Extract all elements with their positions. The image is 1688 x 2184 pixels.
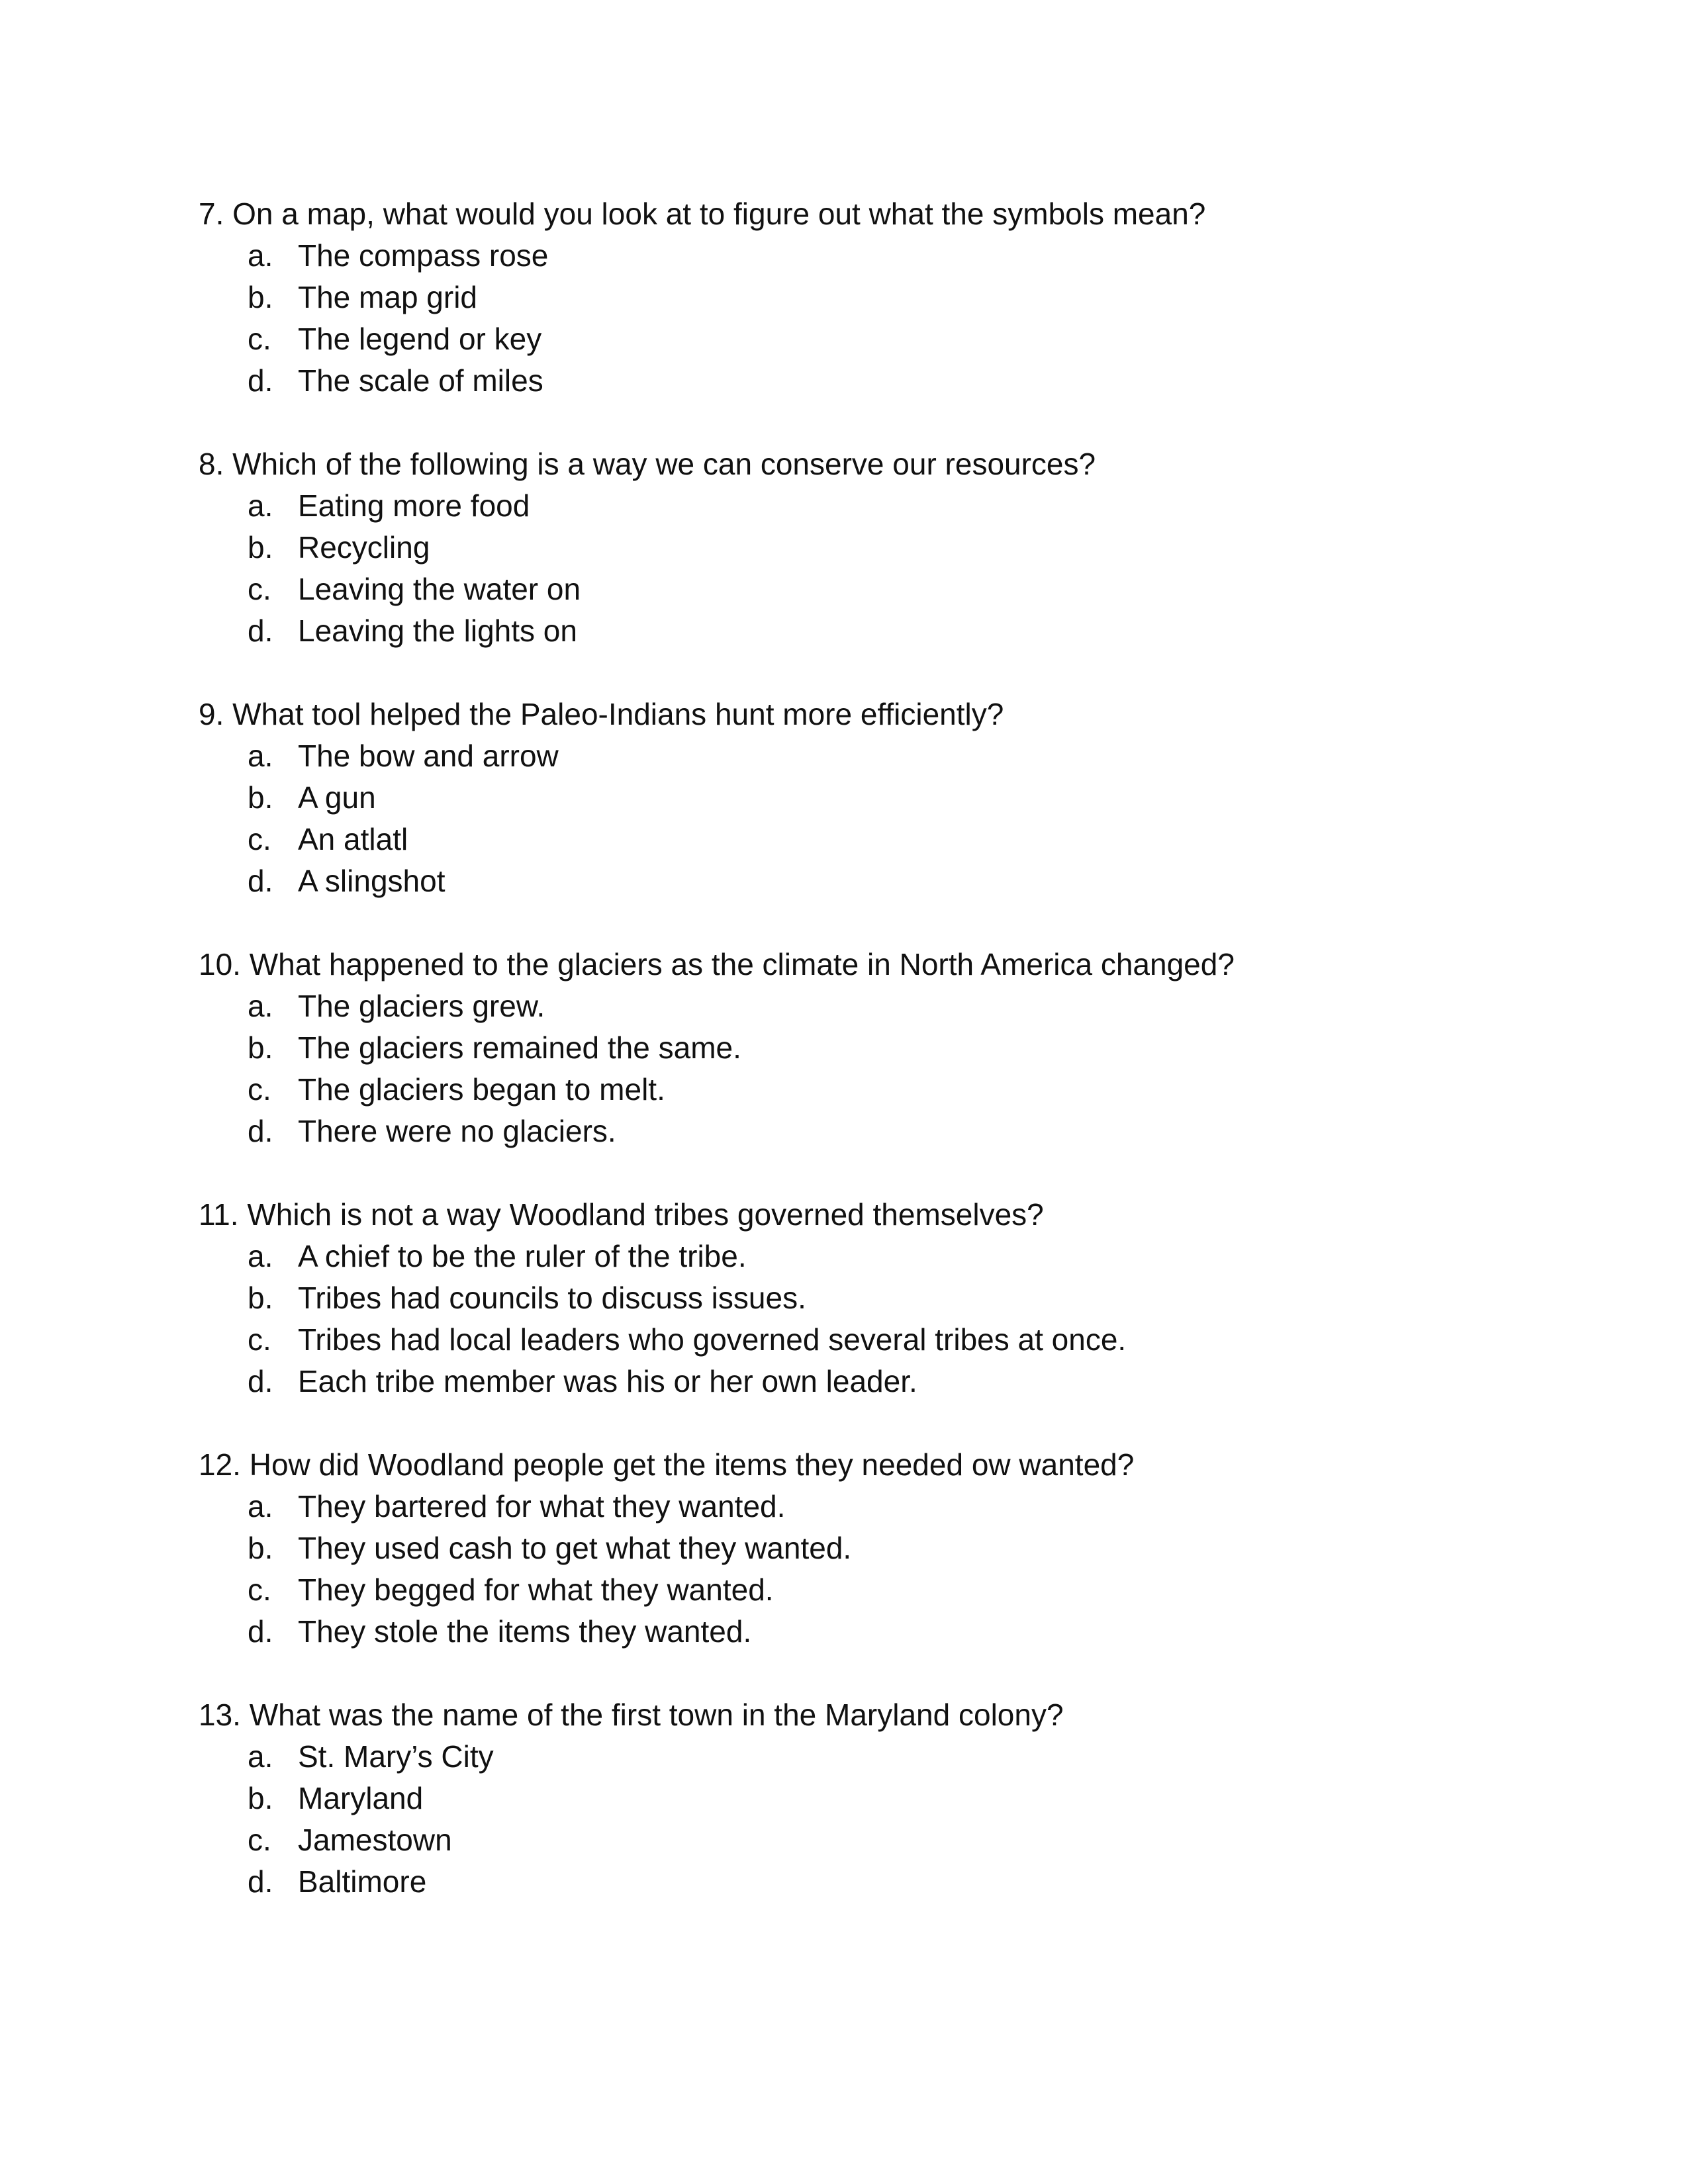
- choice-item: [199, 1861, 1523, 1903]
- question-11: [199, 1194, 1523, 1402]
- choice-letter: d.: [248, 1864, 273, 1899]
- choice-item: [199, 1069, 1523, 1111]
- question-10: [199, 944, 1523, 1152]
- choice-list: [199, 1236, 1523, 1402]
- choice-item: [199, 1486, 1523, 1527]
- choice-item: [199, 819, 1523, 860]
- choice-item: [199, 777, 1523, 819]
- choice-text: Leaving the water on: [298, 572, 581, 606]
- choice-letter: a.: [248, 488, 273, 523]
- question-text: 7. On a map, what would you look at to figure out what the symbols mean?: [199, 197, 1206, 231]
- choice-letter: a.: [248, 989, 273, 1023]
- choice-item: [199, 1319, 1523, 1361]
- choice-letter: c.: [248, 1823, 271, 1857]
- choice-letter: b.: [248, 1531, 273, 1565]
- choice-letter: a.: [248, 1739, 273, 1774]
- choice-item: [199, 1819, 1523, 1861]
- question-9: [199, 694, 1523, 902]
- choice-item: [199, 569, 1523, 610]
- choice-item: [199, 1611, 1523, 1653]
- choice-item: [199, 1236, 1523, 1277]
- choice-item: [199, 1569, 1523, 1611]
- question-text: 11. Which is not a way Woodland tribes governed themselves?: [199, 1197, 1044, 1232]
- choice-text: A slingshot: [298, 864, 445, 898]
- choice-item: [199, 610, 1523, 652]
- choice-letter: d.: [248, 614, 273, 648]
- choice-item: [199, 1027, 1523, 1069]
- question-list: [199, 193, 1523, 1944]
- choice-letter: d.: [248, 1114, 273, 1148]
- question-text: 10. What happened to the glaciers as the climate in North America changed?: [199, 947, 1235, 981]
- choice-text: Tribes had local leaders who governed several tribes at once.: [298, 1322, 1127, 1357]
- choice-letter: a.: [248, 238, 273, 273]
- choice-item: [199, 360, 1523, 402]
- choice-text: Jamestown: [298, 1823, 452, 1857]
- choice-letter: a.: [248, 1489, 273, 1524]
- choice-item: [199, 1361, 1523, 1402]
- choice-letter: b.: [248, 1281, 273, 1315]
- choice-text: Tribes had councils to discuss issues.: [298, 1281, 806, 1315]
- choice-letter: c.: [248, 822, 271, 856]
- choice-text: They used cash to get what they wanted.: [298, 1531, 852, 1565]
- choice-text: Eating more food: [298, 488, 530, 523]
- choice-letter: c.: [248, 1572, 271, 1607]
- choice-text: The map grid: [298, 280, 478, 314]
- choice-text: Recycling: [298, 530, 430, 565]
- choice-letter: b.: [248, 780, 273, 815]
- choice-text: A chief to be the ruler of the tribe.: [298, 1239, 747, 1273]
- choice-letter: b.: [248, 1781, 273, 1815]
- question-text: 13. What was the name of the first town in the Maryland colony?: [199, 1698, 1064, 1732]
- choice-list: [199, 1736, 1523, 1903]
- choice-text: A gun: [298, 780, 376, 815]
- choice-letter: d.: [248, 864, 273, 898]
- choice-text: They stole the items they wanted.: [298, 1614, 752, 1649]
- choice-item: [199, 1527, 1523, 1569]
- choice-text: Maryland: [298, 1781, 424, 1815]
- question-7: [199, 193, 1523, 402]
- choice-letter: a.: [248, 1239, 273, 1273]
- choice-list: [199, 985, 1523, 1152]
- choice-item: [199, 860, 1523, 902]
- choice-letter: b.: [248, 280, 273, 314]
- choice-letter: c.: [248, 1322, 271, 1357]
- choice-item: [199, 318, 1523, 360]
- choice-item: [199, 1277, 1523, 1319]
- choice-text: The glaciers remained the same.: [298, 1030, 741, 1065]
- choice-text: Leaving the lights on: [298, 614, 577, 648]
- choice-item: [199, 277, 1523, 318]
- choice-letter: c.: [248, 322, 271, 356]
- choice-letter: c.: [248, 572, 271, 606]
- choice-text: An atlatl: [298, 822, 408, 856]
- choice-item: [199, 527, 1523, 569]
- choice-item: [199, 1778, 1523, 1819]
- choice-item: [199, 985, 1523, 1027]
- choice-text: St. Mary’s City: [298, 1739, 494, 1774]
- question-8: [199, 443, 1523, 652]
- choice-text: The legend or key: [298, 322, 542, 356]
- choice-item: [199, 485, 1523, 527]
- choice-text: The compass rose: [298, 238, 549, 273]
- question-text: 12. How did Woodland people get the items they needed ow wanted?: [199, 1447, 1135, 1482]
- choice-item: [199, 1736, 1523, 1778]
- choice-text: They begged for what they wanted.: [298, 1572, 774, 1607]
- choice-list: [199, 235, 1523, 402]
- choice-text: They bartered for what they wanted.: [298, 1489, 786, 1524]
- choice-letter: c.: [248, 1072, 271, 1107]
- choice-text: The bow and arrow: [298, 739, 559, 773]
- choice-text: Each tribe member was his or her own leader.: [298, 1364, 917, 1398]
- question-13: [199, 1694, 1523, 1903]
- choice-text: There were no glaciers.: [298, 1114, 616, 1148]
- choice-text: Baltimore: [298, 1864, 427, 1899]
- choice-list: [199, 735, 1523, 902]
- choice-letter: d.: [248, 1614, 273, 1649]
- choice-letter: a.: [248, 739, 273, 773]
- choice-text: The glaciers grew.: [298, 989, 545, 1023]
- choice-letter: d.: [248, 1364, 273, 1398]
- choice-text: The scale of miles: [298, 363, 543, 398]
- choice-letter: b.: [248, 1030, 273, 1065]
- choice-letter: b.: [248, 530, 273, 565]
- question-text: 8. Which of the following is a way we can conserve our resources?: [199, 447, 1096, 481]
- choice-item: [199, 1111, 1523, 1152]
- question-12: [199, 1444, 1523, 1653]
- choice-item: [199, 735, 1523, 777]
- choice-item: [199, 235, 1523, 277]
- choice-letter: d.: [248, 363, 273, 398]
- choice-list: [199, 485, 1523, 652]
- choice-list: [199, 1486, 1523, 1653]
- choice-text: The glaciers began to melt.: [298, 1072, 665, 1107]
- question-text: 9. What tool helped the Paleo-Indians hunt more efficiently?: [199, 697, 1004, 731]
